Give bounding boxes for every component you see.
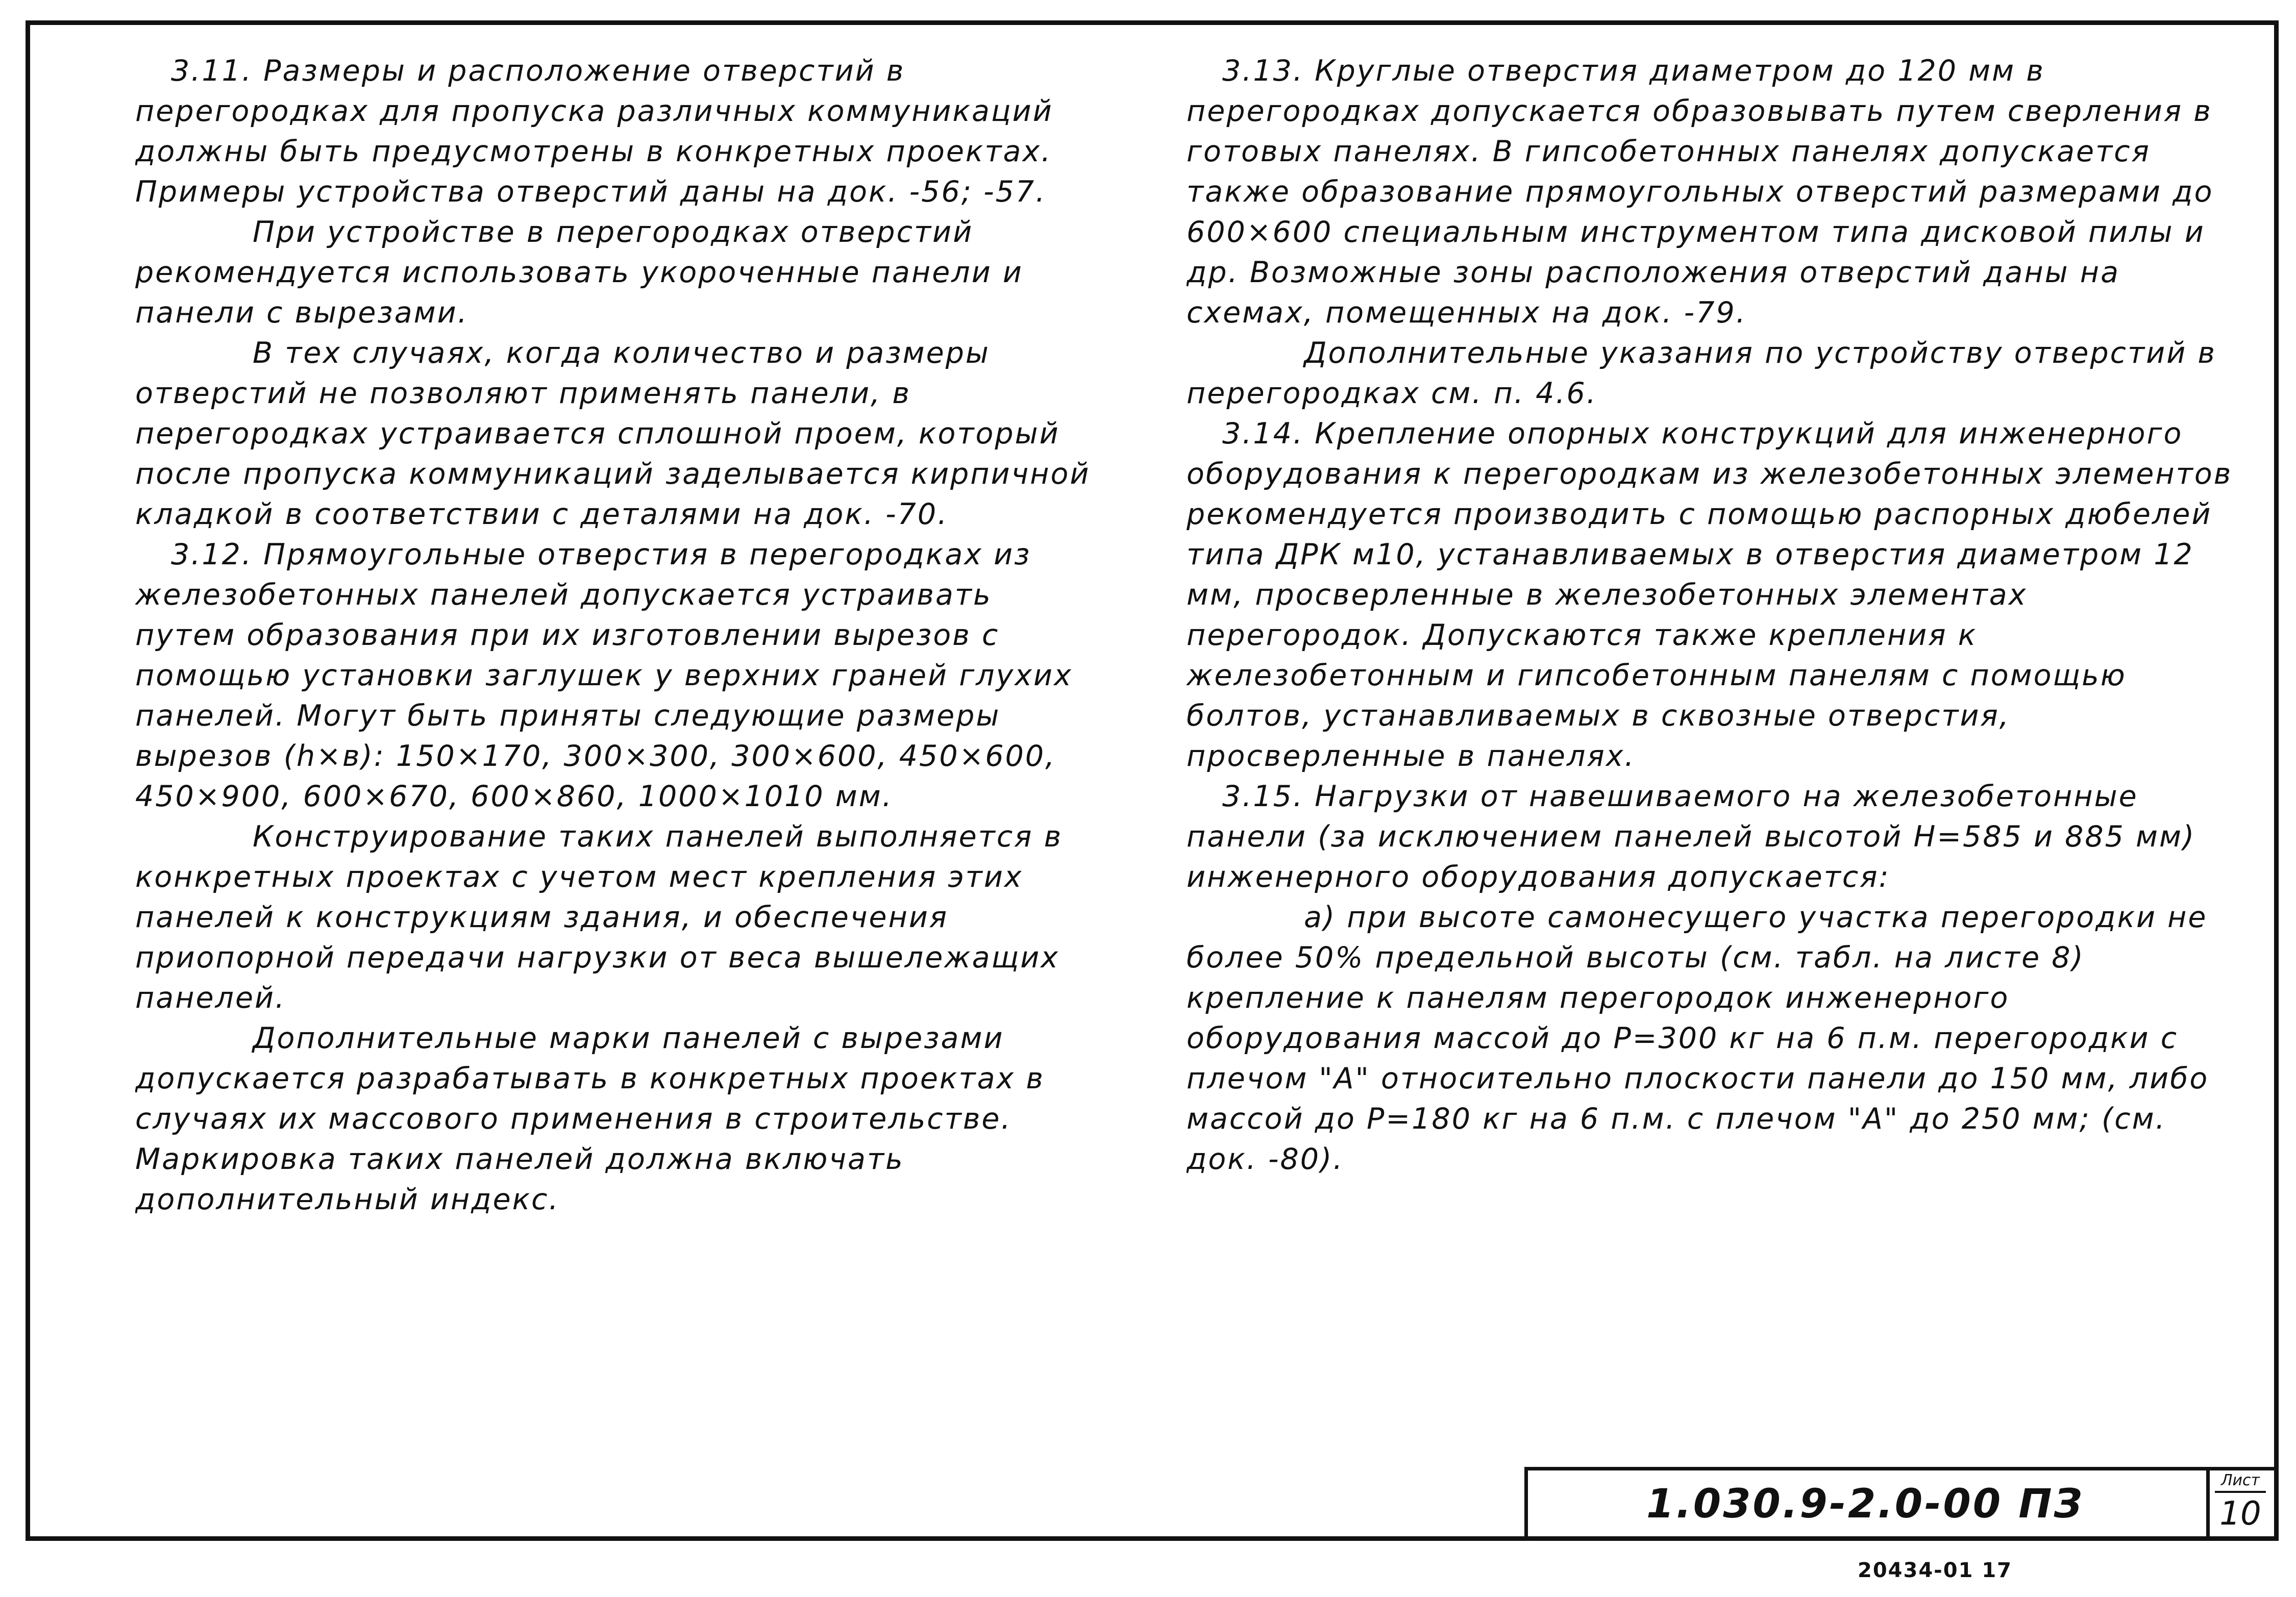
paragraph-3-11-openings: При устройстве в перегородках отверстий рекомендуется использовать укороченные панели и панели с вырезами.	[135, 215, 1023, 330]
archive-number: 20434-01 17	[1858, 1559, 2013, 1582]
left-text-column	[135, 51, 1102, 1480]
paragraph-3-15: 3.15. Нагрузки от навешиваемого на железобетонные панели (за исключением панелей высотой H=585 и 885 мм) инженерного оборудования допускается:	[1187, 780, 2196, 894]
right-text-column	[1187, 51, 2235, 1480]
sheet-number: 10	[2219, 1495, 2261, 1533]
paragraph-3-14: 3.14. Крепление опорных конструкций для инженерного оборудования к перегородкам из железобетонных элементов рекомендуется производить с помощью распорных дюбелей типа ДРК м10, устанавливаемых в отверстия диаметром 12 мм, просверленные в железобетонных элементах перегородок. Допускаются также крепления к железобетонным и гипсобетонным панелям с помощью болтов, устанавливаемых в сквозные отверстия, просверленные в панелях.	[1187, 417, 2233, 773]
sheet-label: Лист	[2215, 1470, 2266, 1493]
paragraph-3-11-solid-opening: В тех случаях, когда количество и размеры отверстий не позволяют применять панели, в перегородках устраивается сплошной проем, который после пропуска коммуникаций заделывается кирпичной кладкой в соответствии с деталями на док. -70.	[135, 336, 1091, 531]
paragraph-3-12-design: Конструирование таких панелей выполняется в конкретных проектах с учетом мест крепления этих панелей к конструкциям здания, и обеспечения приопорной передачи нагрузки от веса вышележащих панелей.	[135, 820, 1063, 1015]
document-number: 1.030.9-2.0-00 ПЗ	[1646, 1481, 2084, 1527]
paragraph-3-12: 3.12. Прямоугольные отверстия в перегородках из железобетонных панелей допускается устраивать путем образования при их изготовлении вырезов с помощью установки заглушек у верхних граней глухих панелей. Могут быть приняты следующие размеры вырезов (h×в): 150×170, 300×300, 300×600, 450×600, 450×900, 600×670, 600×860, 1000×1010 мм.	[135, 538, 1073, 813]
paragraph-3-11: 3.11. Размеры и расположение отверстий в перегородках для пропуска различных коммуникаций должны быть предусмотрены в конкретных проектах. Примеры устройства отверстий даны на док. -56; -57.	[135, 54, 1053, 209]
paragraph-3-13-additional: Дополнительные указания по устройству отверстий в перегородках см. п. 4.6.	[1187, 336, 2216, 410]
paragraph-3-15-a: а) при высоте самонесущего участка перегородки не более 50% предельной высоты (см. табл. на листе 8) крепление к панелям перегородок инженерного оборудования массой до P=300 кг на 6 п.м. перегородки с плечом "A" относительно плоскости панели до 150 мм, либо массой до P=180 кг на 6 п.м. с плечом "A" до 250 мм; (см. док. -80).	[1187, 901, 2209, 1176]
paragraph-3-12-marks: Дополнительные марки панелей с вырезами допускается разрабатывать в конкретных проектах в случаях их массового применения в строительстве. Маркировка таких панелей должна включать дополнительный индекс.	[135, 1021, 1045, 1216]
paragraph-3-13: 3.13. Круглые отверстия диаметром до 120 мм в перегородках допускается образовывать путем сверления в готовых панелях. В гипсобетонных панелях допускается также образование прямоугольных отверстий размерами до 600×600 специальным инструментом типа дисковой пилы и др. Возможные зоны расположения отверстий даны на схемах, помещенных на док. -79.	[1187, 54, 2214, 330]
